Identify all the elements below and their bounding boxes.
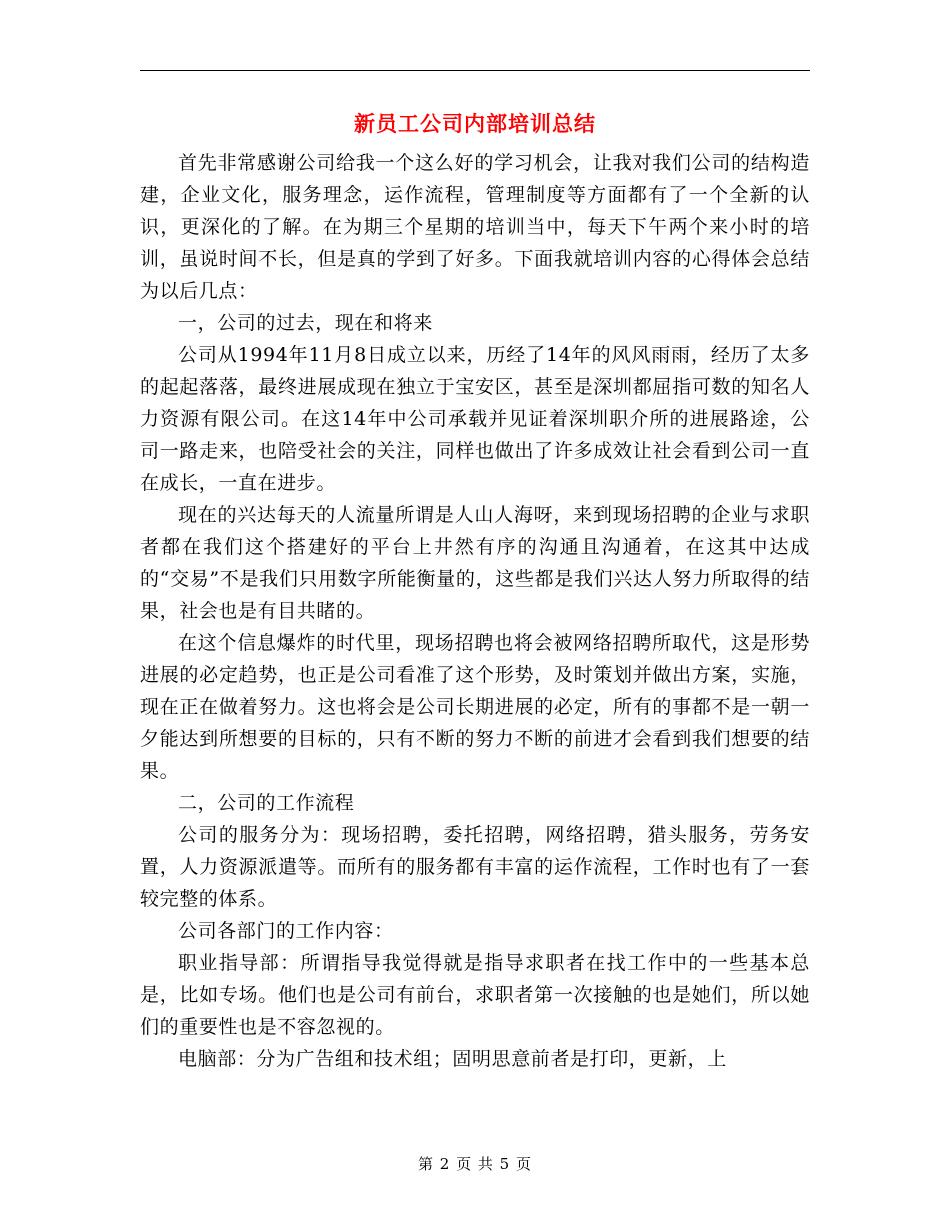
page-footer: 第 2 页 共 5 页 [418, 1155, 532, 1173]
paragraph-services: 公司的服务分为：现场招聘，委托招聘，网络招聘，猎头服务，劳务安置，人力资源派遣等。而所有的服务都有丰富的运作流程，工作时也有了一套较完整的体系。 [140, 824, 810, 910]
document-body [140, 147, 810, 1075]
paragraph-online-recruiting: 在这个信息爆炸的时代里，现场招聘也将会被网络招聘所取代，这是形势进展的必定趋势，也正是公司看准了这个形势，及时策划并做出方案，实施，现在正在做着努力。这也将会是公司长期进展的必定，所有的事都不是一朝一夕能达到所想要的目标的，只有不断的努力不断的前进才会看到我们想要的结果。 [140, 632, 810, 782]
header-rule [140, 70, 810, 71]
paragraph-career-guidance-dept: 职业指导部：所谓指导我觉得就是指导求职者在找工作中的一些基本总是，比如专场。他们也是公司有前台，求职者第一次接触的也是她们，所以她们的重要性也是不容忽视的。 [140, 952, 810, 1038]
paragraph-computer-dept: 电脑部：分为广告组和技术组；固明思意前者是打印，更新，上 [178, 1048, 727, 1070]
paragraph-intro: 首先非常感谢公司给我一个这么好的学习机会，让我对我们公司的结构造建，企业文化，服务理念，运作流程，管理制度等方面都有了一个全新的认识，更深化的了解。在为期三个星期的培训当中，每天下午两个来小时的培训，虽说时间不长，但是真的学到了好多。下面我就培训内容的心得体会总结为以后几点： [140, 152, 810, 302]
paragraph-current-traffic: 现在的兴达每天的人流量所谓是人山人海呀，来到现场招聘的企业与求职者都在我们这个搭建好的平台上井然有序的沟通且沟通着，在这其中达成的“交易”不是我们只用数字所能衡量的，这些都是我们兴达人努力所取得的结果，社会也是有目共睹的。 [140, 504, 810, 622]
section-heading-workflow: 二，公司的工作流程 [178, 792, 355, 814]
document-title: 新员工公司内部培训总结 [354, 111, 596, 136]
section-heading-past-present-future: 一，公司的过去，现在和将来 [178, 312, 433, 334]
paragraph-company-history: 公司从1994年11月8日成立以来，历经了14年的风风雨雨，经历了太多的起起落落，最终进展成现在独立于宝安区，甚至是深圳都屈指可数的知名人力资源有限公司。在这14年中公司承载并见证着深圳职介所的进展路途，公司一路走来，也陪受社会的关注，同样也做出了许多成效让社会看到公司一直在成长，一直在进步。 [140, 344, 810, 494]
paragraph-departments-heading: 公司各部门的工作内容： [178, 920, 394, 942]
